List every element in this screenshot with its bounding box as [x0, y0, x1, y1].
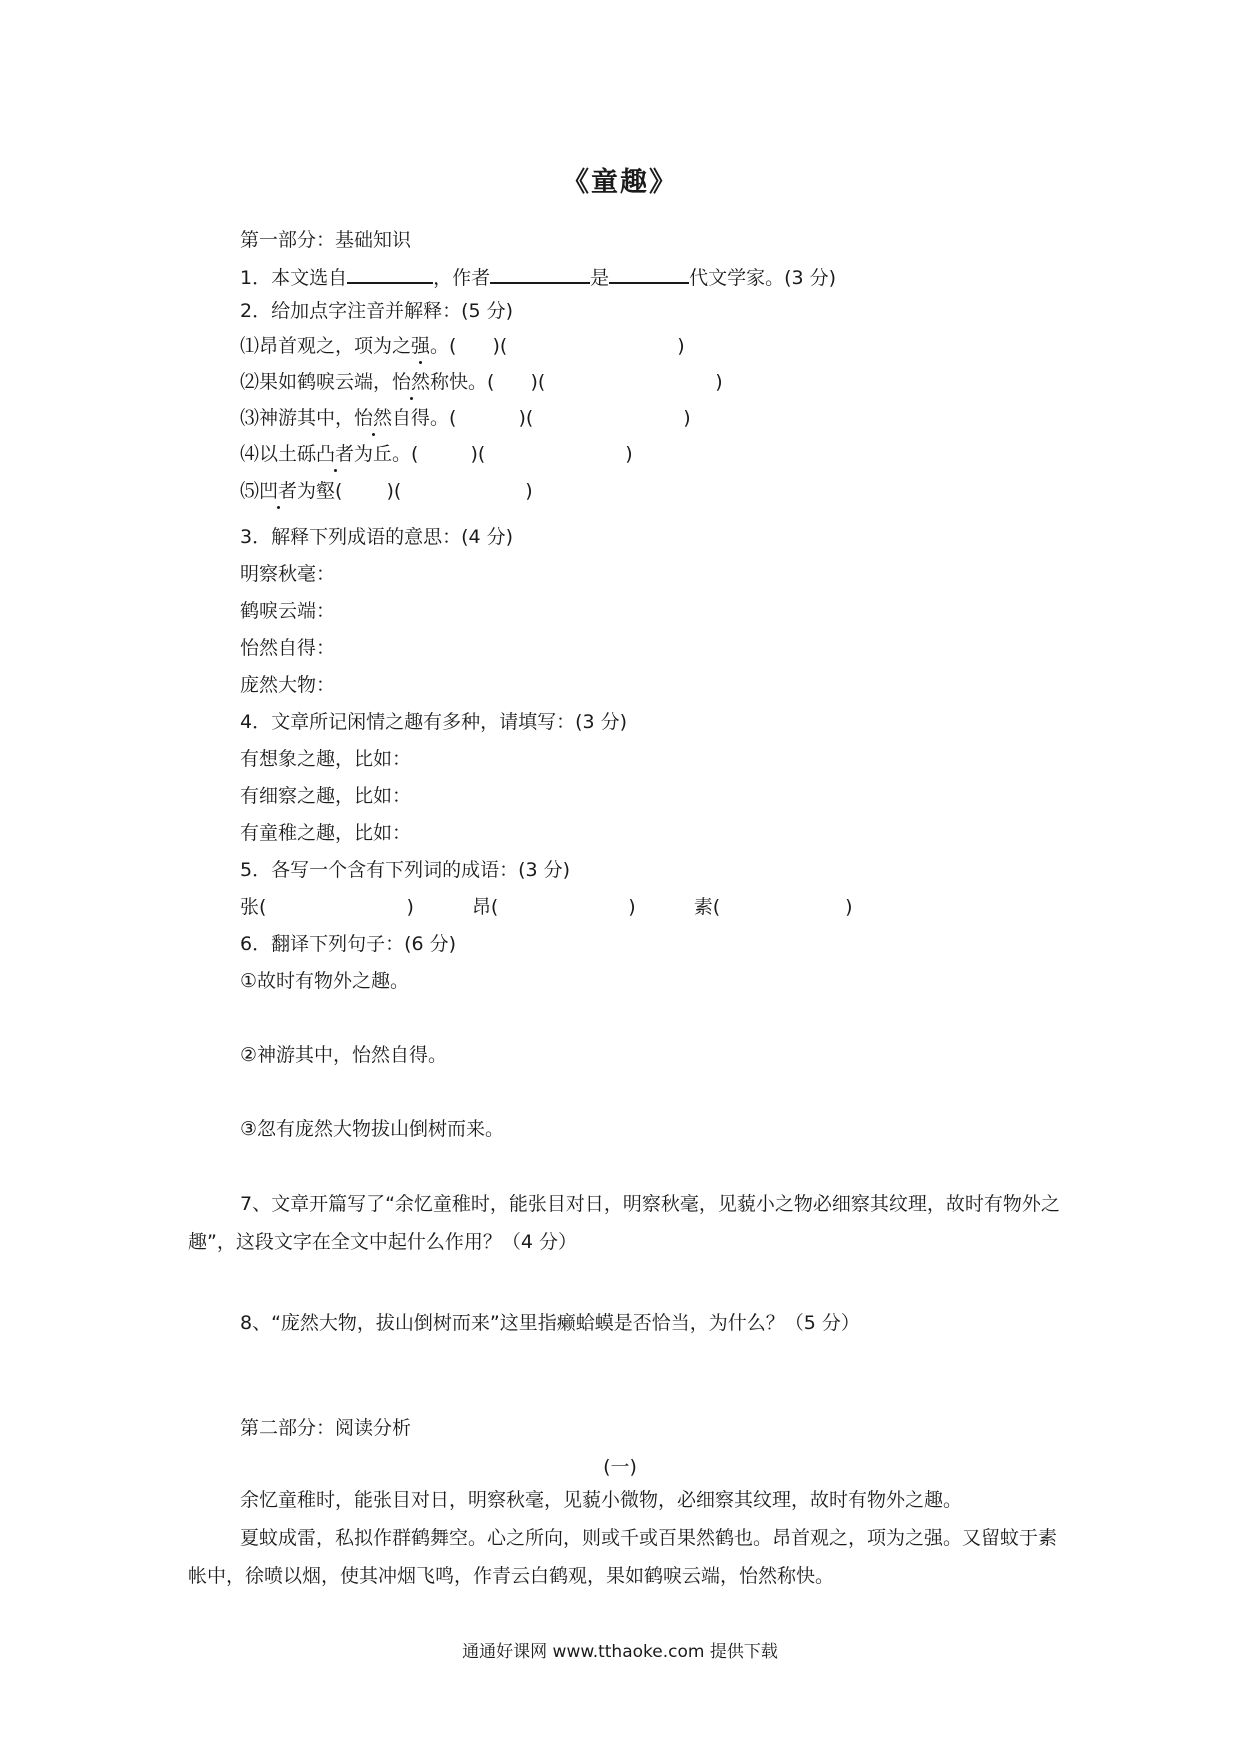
dotted-character: 凹者 — [259, 480, 298, 502]
q5-word: 素 — [693, 896, 713, 918]
q2-item-text: 自得。( — [392, 407, 457, 429]
q5-paren: ( — [712, 896, 721, 918]
q2-item-paren: )( — [492, 335, 508, 357]
document-title: 《童趣》 — [562, 167, 678, 198]
section-number: (一) — [603, 1456, 637, 1478]
q6-sentence: ②神游其中，怡然自得。 — [240, 1044, 448, 1066]
q2-item-text: ⑵果如鹤唳云端， — [240, 371, 393, 393]
q1-blank-dynasty[interactable] — [609, 262, 689, 284]
q5-paren: ) — [628, 896, 636, 918]
q2-item — [240, 405, 691, 431]
q1-blank-author[interactable] — [490, 262, 590, 284]
q5-paren: ( — [259, 896, 267, 918]
q6-sentence: ①故时有物外之趣。 — [240, 970, 410, 992]
q2-item-paren: )( — [518, 407, 534, 429]
question-7: 7、文章开篇写了“余忆童稚时，能张目对日，明察秋毫，见藐小之物必细察其纹理，故时有物外之趣”，这段文字在全文中起什么作用？（4 分） — [188, 1193, 1060, 1253]
q5-word: 张 — [240, 896, 260, 918]
q2-item-text: 为丘。( — [354, 443, 419, 465]
question-3-title: 3．解释下列成语的意思：(4 分) — [240, 526, 514, 548]
q5-paren: ) — [845, 896, 853, 918]
q5-items — [240, 894, 853, 920]
q5-paren: ( — [490, 896, 499, 918]
part-one-heading: 第一部分：基础知识 — [240, 229, 412, 251]
q2-item — [240, 441, 633, 467]
q1-text-c: 是 — [590, 267, 610, 289]
q2-item-paren: )( — [386, 480, 402, 502]
q2-item-paren: ) — [715, 371, 723, 393]
footer-source: 通通好课网 www.tthaoke.com 提供下载 — [462, 1642, 778, 1662]
idiom-prompt: 鹤唳云端： — [240, 600, 336, 622]
q2-item-text: 称快。( — [430, 371, 495, 393]
q2-item-paren: ) — [683, 407, 691, 429]
q2-item-text: 。( — [430, 335, 457, 357]
dotted-character: 强 — [411, 335, 431, 357]
dotted-character: 凸者 — [316, 443, 355, 465]
idiom-prompt: 明察秋毫： — [240, 563, 336, 585]
q1-text-a: 1．本文选自 — [240, 267, 348, 289]
q5-paren: ) — [406, 896, 414, 918]
q1-blank-source[interactable] — [347, 262, 433, 284]
q4-item: 有想象之趣，比如： — [240, 748, 412, 770]
q1-text-d: 代文学家。(3 分) — [689, 267, 837, 289]
q2-item — [240, 333, 685, 359]
q4-item: 有童稚之趣，比如： — [240, 822, 412, 844]
q2-item — [240, 369, 723, 395]
q2-item-paren: ) — [625, 443, 633, 465]
q2-item-text: ⑴昂首观之，项为之 — [240, 335, 412, 357]
q2-item-paren: ) — [525, 480, 533, 502]
q2-item-paren: ) — [677, 335, 685, 357]
q1-text-b: ，作者 — [433, 267, 491, 289]
question-8: 8、“庞然大物，拔山倒树而来”这里指癞蛤蟆是否恰当，为什么？（5 分） — [240, 1312, 860, 1334]
q2-item-text: 为壑( — [297, 480, 343, 502]
question-5-title: 5．各写一个含有下列词的成语：(3 分) — [240, 859, 571, 881]
part-two-heading: 第二部分：阅读分析 — [240, 1417, 412, 1439]
q2-item — [240, 478, 533, 504]
dotted-character: 怡然 — [392, 371, 431, 393]
idiom-prompt: 庞然大物： — [240, 674, 336, 696]
q2-item-paren: )( — [470, 443, 486, 465]
q2-item-text: ⑷以土砾 — [240, 443, 317, 465]
q2-item-text: ⑸ — [240, 480, 260, 502]
q5-word: 昂 — [471, 896, 491, 918]
q4-item: 有细察之趣，比如： — [240, 785, 412, 807]
q2-item-text: ⑶神游其中， — [240, 407, 355, 429]
question-6-title: 6．翻译下列句子：(6 分) — [240, 933, 457, 955]
question-1 — [240, 262, 836, 291]
q6-sentence: ③忽有庞然大物拔山倒树而来。 — [240, 1118, 505, 1140]
question-4-title: 4．文章所记闲情之趣有多种，请填写：(3 分) — [240, 711, 628, 733]
reading-paragraph: 余忆童稚时，能张目对日，明察秋毫，见藐小微物，必细察其纹理，故时有物外之趣。 — [240, 1489, 963, 1511]
question-2-title: 2．给加点字注音并解释：(5 分) — [240, 300, 514, 322]
q2-item-paren: )( — [530, 371, 546, 393]
reading-paragraph: 夏蚊成雷，私拟作群鹤舞空。心之所向，则或千或百果然鹤也。昂首观之，项为之强。又留蚊于素帐中，徐喷以烟，使其冲烟飞鸣，作青云白鹤观，果如鹤唳云端，怡然称快。 — [188, 1527, 1058, 1587]
idiom-prompt: 怡然自得： — [240, 637, 336, 659]
dotted-character: 怡然 — [354, 407, 393, 429]
